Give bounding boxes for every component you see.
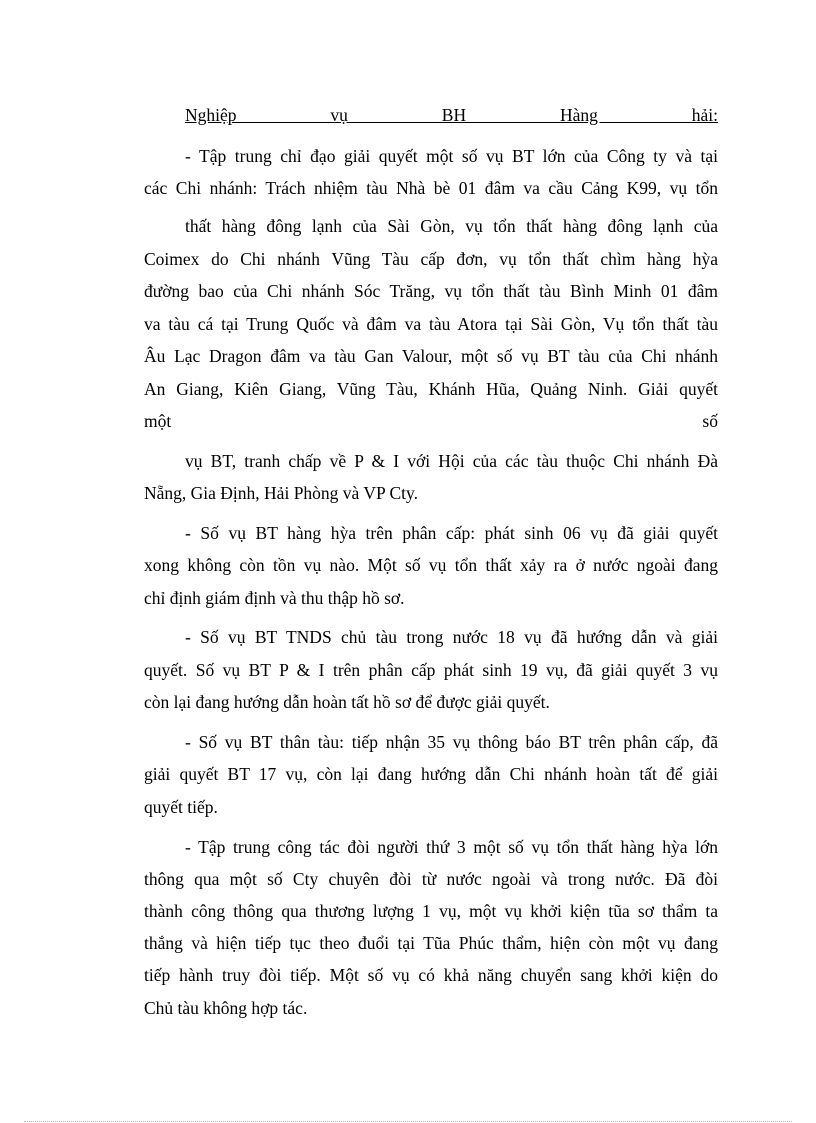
text-line: thắng và hiện tiếp tục theo đuổi tại Tũa Phúc thẩm, hiện còn một vụ đang: [144, 933, 718, 953]
text-line: vụ BT, tranh chấp về P & I với Hội của các tàu thuộc Chi nhánh Đà: [185, 451, 718, 471]
text-line: Coimex do Chi nhánh Vũng Tàu cấp đơn, vụ tổn thất chìm hàng hỳa: [144, 249, 718, 269]
text-line: - Tập trung chỉ đạo giải quyết một số vụ BT lớn của Công ty và tại: [185, 146, 718, 166]
text-line: Chủ tàu không hợp tác.: [144, 998, 308, 1018]
text-line: các Chi nhánh: Trách nhiệm tàu Nhà bè 01 đâm va cầu Cảng K99, vụ tổn: [144, 178, 718, 198]
text-line: thành công thông qua thương lượng 1 vụ, một vụ khởi kiện tũa sơ thẩm ta: [144, 901, 718, 921]
text-line: quyết tiếp.: [144, 797, 218, 817]
text-line: thông qua một số Cty chuyên đòi từ nước ngoài và trong nước. Đã đòi: [144, 869, 718, 889]
page-bottom-divider: [24, 1121, 792, 1122]
text-line: tiếp hành truy đòi tiếp. Một số vụ có khả năng chuyển sang khởi kiện do: [144, 965, 718, 985]
text-line: giải quyết BT 17 vụ, còn lại đang hướng dẫn Chi nhánh hoàn tất để giải: [144, 764, 718, 784]
text-line: thất hàng đông lạnh của Sài Gòn, vụ tổn thất hàng đông lạnh của: [185, 216, 718, 236]
text-line: một số: [144, 411, 718, 431]
text-line: chỉ định giám định và thu thập hồ sơ.: [144, 588, 405, 608]
text-line: - Tập trung công tác đòi người thứ 3 một số vụ tổn thất hàng hỳa lớn: [185, 837, 718, 857]
text-line: xong không còn tồn vụ nào. Một số vụ tổn thất xảy ra ở nước ngoài đang: [144, 555, 718, 575]
text-line: còn lại đang hướng dẫn hoàn tất hồ sơ để được giải quyết.: [144, 692, 550, 712]
text-line: - Số vụ BT TNDS chủ tàu trong nước 18 vụ đã hướng dẫn và giải: [185, 627, 718, 647]
text-line: va tàu cá tại Trung Quốc và đâm va tàu Atora tại Sài Gòn, Vụ tổn thất tàu: [144, 314, 718, 334]
section-heading: Nghiệp vụ BH Hàng hải:: [185, 105, 718, 125]
text-line: đường bao của Chi nhánh Sóc Trăng, vụ tổn thất tàu Bình Minh 01 đâm: [144, 281, 718, 301]
text-line: Âu Lạc Dragon đâm va tàu Gan Valour, một số vụ BT tàu của Chi nhánh: [144, 346, 718, 366]
text-line: An Giang, Kiên Giang, Vũng Tàu, Khánh Hũa, Quảng Ninh. Giải quyết: [144, 379, 718, 399]
text-line: - Số vụ BT hàng hỳa trên phân cấp: phát sinh 06 vụ đã giải quyết: [185, 523, 718, 543]
text-line: - Số vụ BT thân tàu: tiếp nhận 35 vụ thông báo BT trên phân cấp, đã: [185, 732, 718, 752]
text-line: quyết. Số vụ BT P & I trên phân cấp phát sinh 19 vụ, đã giải quyết 3 vụ: [144, 660, 718, 680]
text-line: Nẵng, Gia Định, Hải Phòng và VP Cty.: [144, 483, 418, 503]
